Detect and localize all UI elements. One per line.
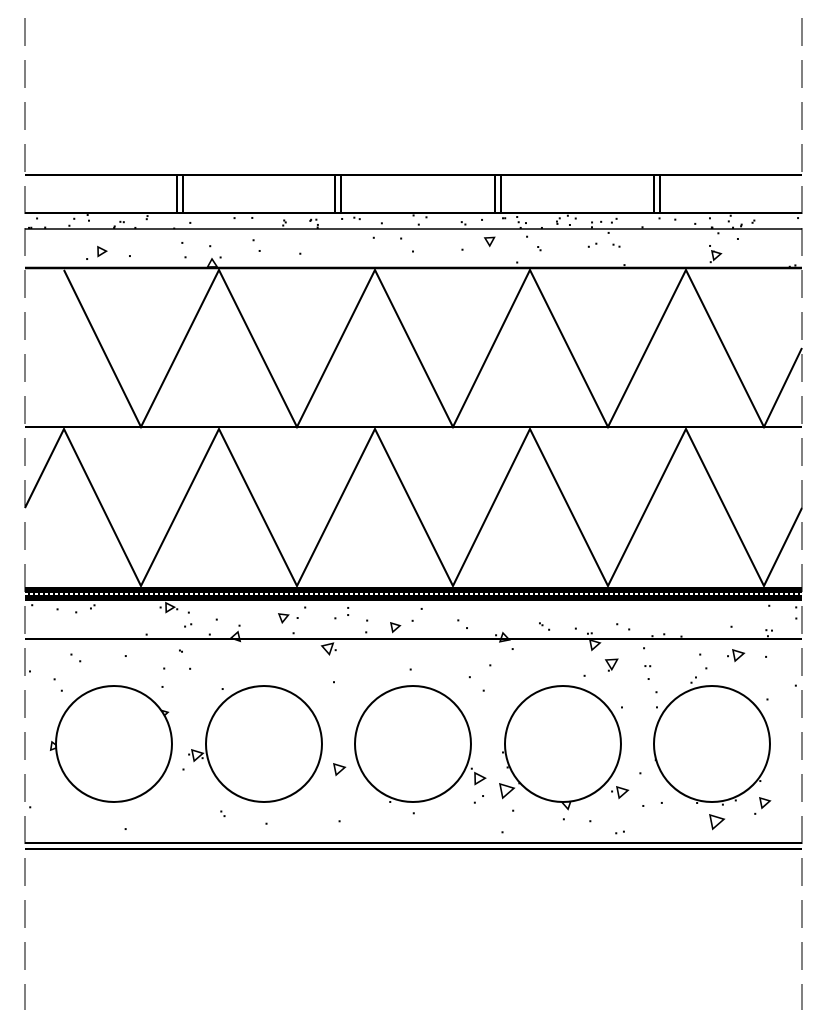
aggregate-dot xyxy=(317,227,319,229)
aggregate-dot xyxy=(29,670,31,672)
aggregate-dot xyxy=(569,224,571,226)
aggregate-dot xyxy=(466,627,468,629)
aggregate-dot xyxy=(129,255,131,257)
aggregate-dot xyxy=(659,217,661,219)
aggregate-dot xyxy=(541,624,543,626)
aggregate-dot xyxy=(297,617,299,619)
aggregate-dot xyxy=(591,632,593,634)
aggregate-dot xyxy=(618,246,620,248)
aggregate-dot xyxy=(795,685,797,687)
aggregate-dot xyxy=(162,686,164,688)
aggregate-dot xyxy=(771,630,773,632)
aggregate-dot xyxy=(373,237,375,239)
aggregate-dot xyxy=(795,606,797,608)
aggregate-dot xyxy=(339,820,341,822)
aggregate-dot xyxy=(600,221,602,223)
aggregate-dot xyxy=(482,795,484,797)
aggregate-dot xyxy=(412,251,414,253)
aggregate-dot xyxy=(259,250,261,252)
aggregate-dot xyxy=(588,246,590,248)
aggregate-dot xyxy=(70,654,72,656)
aggregate-dot xyxy=(425,216,427,218)
aggregate-dot xyxy=(44,227,46,229)
aggregate-dot xyxy=(516,216,518,218)
aggregate-dot xyxy=(220,256,222,258)
aggregate-dot xyxy=(474,802,476,804)
aggregate-dot xyxy=(656,691,658,693)
aggregate-dot xyxy=(616,623,618,625)
aggregate-dot xyxy=(173,228,175,230)
aggregate-dot xyxy=(695,676,697,678)
aggregate-dot xyxy=(410,669,412,671)
aggregate-dot xyxy=(365,631,367,633)
aggregate-dot xyxy=(575,218,577,220)
aggregate-dot xyxy=(584,675,586,677)
aggregate-dot xyxy=(611,790,613,792)
aggregate-dot xyxy=(347,607,349,609)
aggregate-dot xyxy=(190,623,192,625)
aggregate-dot xyxy=(146,634,148,636)
aggregate-dot xyxy=(752,222,754,224)
aggregate-dot xyxy=(642,226,644,228)
aggregate-dot xyxy=(504,217,506,219)
aggregate-dot xyxy=(642,805,644,807)
aggregate-dot xyxy=(202,757,204,759)
aggregate-dot xyxy=(123,221,125,223)
aggregate-dot xyxy=(794,264,796,266)
aggregate-dot xyxy=(663,633,665,635)
aggregate-dot xyxy=(567,215,569,217)
aggregate-dot xyxy=(623,831,625,833)
aggregate-dot xyxy=(239,625,241,627)
aggregate-dot xyxy=(160,606,162,608)
aggregate-dot xyxy=(730,215,732,217)
aggregate-dot xyxy=(113,227,115,229)
aggregate-dot xyxy=(797,217,799,219)
hollow-core xyxy=(206,686,322,802)
aggregate-dot xyxy=(722,804,724,806)
aggregate-dot xyxy=(548,629,550,631)
aggregate-dot xyxy=(94,604,96,606)
aggregate-dot xyxy=(88,220,90,222)
aggregate-dot xyxy=(189,668,191,670)
aggregate-dot xyxy=(183,769,185,771)
aggregate-dot xyxy=(400,238,402,240)
aggregate-dot xyxy=(656,706,658,708)
aggregate-dot xyxy=(28,227,30,229)
aggregate-dot xyxy=(732,227,734,229)
aggregate-dot xyxy=(335,649,337,651)
aggregate-dot xyxy=(735,799,737,801)
aggregate-dot xyxy=(591,221,593,223)
aggregate-dot xyxy=(795,618,797,620)
aggregate-dot xyxy=(616,218,618,220)
aggregate-dot xyxy=(525,222,527,224)
aggregate-dot xyxy=(304,607,306,609)
aggregate-dot xyxy=(556,221,558,223)
aggregate-dot xyxy=(727,655,729,657)
aggregate-dot xyxy=(366,620,368,622)
aggregate-dot xyxy=(457,619,459,621)
aggregate-dot xyxy=(691,682,693,684)
aggregate-dot xyxy=(54,678,56,680)
aggregate-dot xyxy=(209,245,211,247)
aggregate-dot xyxy=(489,664,491,666)
aggregate-dot xyxy=(282,225,284,227)
aggregate-dot xyxy=(181,242,183,244)
aggregate-dot xyxy=(461,249,463,251)
aggregate-dot xyxy=(696,802,698,804)
aggregate-dot xyxy=(163,668,165,670)
aggregate-dot xyxy=(741,224,743,226)
aggregate-dot xyxy=(381,222,383,224)
aggregate-dot xyxy=(628,628,630,630)
aggregate-dot xyxy=(759,780,761,782)
aggregate-dot xyxy=(516,262,518,264)
aggregate-dot xyxy=(731,626,733,628)
aggregate-dot xyxy=(595,243,597,245)
aggregate-dot xyxy=(253,239,255,241)
aggregate-dot xyxy=(608,232,610,234)
aggregate-dot xyxy=(86,258,88,260)
aggregate-dot xyxy=(495,634,497,636)
aggregate-dot xyxy=(90,607,92,609)
hollow-core xyxy=(56,686,172,802)
aggregate-dot xyxy=(220,811,222,813)
aggregate-dot xyxy=(709,217,711,219)
aggregate-dot xyxy=(234,217,236,219)
aggregate-dot xyxy=(179,650,181,652)
aggregate-dot xyxy=(353,217,355,219)
aggregate-dot xyxy=(651,635,653,637)
aggregate-dot xyxy=(293,632,295,634)
aggregate-dot xyxy=(694,223,696,225)
aggregate-dot xyxy=(591,226,593,228)
aggregate-dot xyxy=(266,823,268,825)
aggregate-dot xyxy=(389,801,391,803)
aggregate-dot xyxy=(334,617,336,619)
aggregate-dot xyxy=(31,604,33,606)
aggregate-dot xyxy=(537,246,539,248)
aggregate-dot xyxy=(119,221,121,223)
aggregate-dot xyxy=(341,218,343,220)
aggregate-dot xyxy=(705,667,707,669)
aggregate-dot xyxy=(502,751,504,753)
aggregate-dot xyxy=(575,628,577,630)
aggregate-dot xyxy=(589,820,591,822)
aggregate-dot xyxy=(699,654,701,656)
aggregate-dot xyxy=(61,690,63,692)
hollow-core xyxy=(654,686,770,802)
aggregate-dot xyxy=(520,227,522,229)
aggregate-dot xyxy=(464,224,466,226)
aggregate-dot xyxy=(767,635,769,637)
aggregate-dot xyxy=(483,690,485,692)
aggregate-dot xyxy=(648,678,650,680)
aggregate-dot xyxy=(209,634,211,636)
aggregate-dot xyxy=(189,222,191,224)
aggregate-dot xyxy=(309,220,311,222)
aggregate-dot xyxy=(540,249,542,251)
aggregate-dot xyxy=(710,261,712,263)
aggregate-dot xyxy=(79,660,81,662)
membrane-layer xyxy=(25,587,802,601)
aggregate-dot xyxy=(216,619,218,621)
aggregate-dot xyxy=(613,244,615,246)
aggregate-dot xyxy=(68,225,70,227)
aggregate-dot xyxy=(471,768,473,770)
aggregate-dot xyxy=(518,221,520,223)
aggregate-dot xyxy=(559,217,561,219)
aggregate-dot xyxy=(674,219,676,221)
aggregate-dot xyxy=(176,608,178,610)
aggregate-dot xyxy=(621,706,623,708)
aggregate-dot xyxy=(359,218,361,220)
aggregate-dot xyxy=(73,218,75,220)
aggregate-dot xyxy=(587,633,589,635)
aggregate-dot xyxy=(283,219,285,221)
aggregate-dot xyxy=(766,698,768,700)
aggregate-dot xyxy=(181,651,183,653)
aggregate-dot xyxy=(611,222,613,224)
aggregate-dot xyxy=(469,676,471,678)
aggregate-dot xyxy=(541,227,543,229)
aggregate-dot xyxy=(711,227,713,229)
aggregate-dot xyxy=(680,636,682,638)
aggregate-dot xyxy=(754,813,756,815)
aggregate-dot xyxy=(188,754,190,756)
aggregate-dot xyxy=(317,224,319,226)
aggregate-dot xyxy=(134,227,136,229)
aggregate-dot xyxy=(737,238,739,240)
aggregate-dot xyxy=(481,219,483,221)
hollow-core xyxy=(355,686,471,802)
aggregate-dot xyxy=(512,810,514,812)
aggregate-dot xyxy=(502,831,504,833)
aggregate-dot xyxy=(461,221,463,223)
aggregate-dot xyxy=(185,256,187,258)
aggregate-dot xyxy=(512,648,514,650)
aggregate-dot xyxy=(526,236,528,238)
aggregate-dot xyxy=(717,232,719,234)
aggregate-dot xyxy=(222,688,224,690)
aggregate-dot xyxy=(768,605,770,607)
aggregate-dot xyxy=(125,828,127,830)
aggregate-dot xyxy=(299,253,301,255)
aggregate-dot xyxy=(421,608,423,610)
aggregate-dot xyxy=(251,217,253,219)
aggregate-dot xyxy=(188,612,190,614)
aggregate-dot xyxy=(413,214,415,216)
aggregate-dot xyxy=(29,806,31,808)
aggregate-dot xyxy=(539,622,541,624)
aggregate-dot xyxy=(789,266,791,268)
aggregate-dot xyxy=(87,214,89,216)
aggregate-dot xyxy=(418,224,420,226)
aggregate-dot xyxy=(57,608,59,610)
aggregate-dot xyxy=(184,626,186,628)
aggregate-dot xyxy=(661,802,663,804)
aggregate-dot xyxy=(224,815,226,817)
aggregate-dot xyxy=(753,220,755,222)
aggregate-dot xyxy=(709,245,711,247)
aggregate-dot xyxy=(285,221,287,223)
aggregate-dot xyxy=(347,614,349,616)
aggregate-dot xyxy=(413,812,415,814)
aggregate-dot xyxy=(502,217,504,219)
aggregate-dot xyxy=(615,832,617,834)
aggregate-dot xyxy=(125,655,127,657)
aggregate-dot xyxy=(556,223,558,225)
aggregate-dot xyxy=(644,665,646,667)
aggregate-dot xyxy=(30,227,32,229)
aggregate-dot xyxy=(507,766,509,768)
aggregate-dot xyxy=(728,220,730,222)
aggregate-dot xyxy=(624,264,626,266)
aggregate-dot xyxy=(649,665,651,667)
aggregate-dot xyxy=(765,629,767,631)
aggregate-dot xyxy=(643,647,645,649)
aggregate-dot xyxy=(608,670,610,672)
aggregate-dot xyxy=(333,681,335,683)
aggregate-dot xyxy=(765,656,767,658)
aggregate-dot xyxy=(412,620,414,622)
aggregate-dot xyxy=(146,218,148,220)
aggregate-dot xyxy=(315,219,317,221)
aggregate-dot xyxy=(639,772,641,774)
aggregate-dot xyxy=(563,818,565,820)
aggregate-dot xyxy=(36,217,38,219)
hollow-core xyxy=(505,686,621,802)
aggregate-dot xyxy=(75,611,77,613)
aggregate-dot xyxy=(147,215,149,217)
